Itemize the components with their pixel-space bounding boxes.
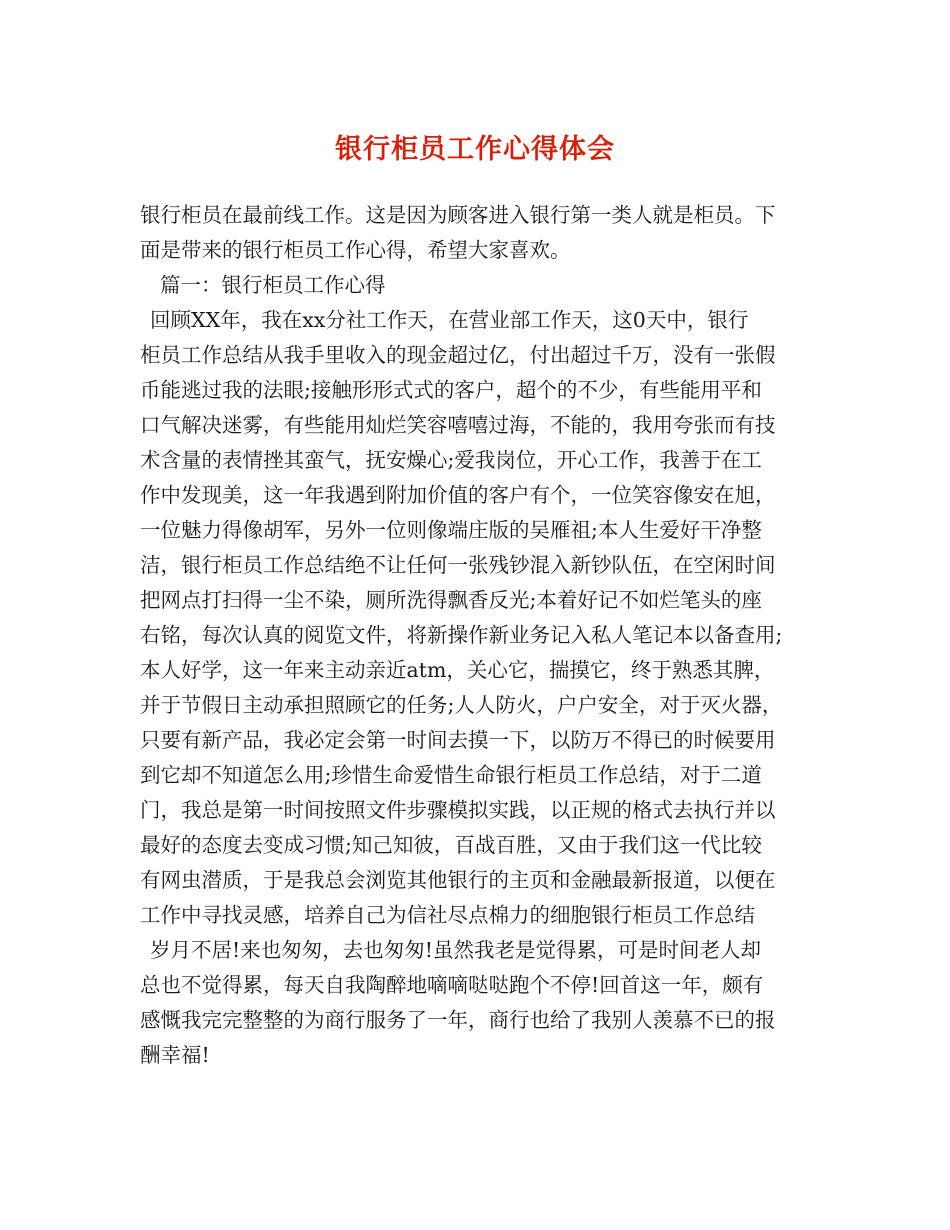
paragraph-line: 把网点打扫得一尘不染，厕所洗得飘香反光;本着好记不如烂笔头的座 (140, 588, 762, 612)
paragraph-line: 回顾XX年，我在xx分社工作天，在营业部工作天，这0天中，银行 (150, 308, 749, 332)
paragraph-line: 只要有新产品，我必定会第一时间去摸一下，以防万不得已的时候要用 (140, 728, 776, 752)
paragraph-line: 洁，银行柜员工作总结绝不让任何一张残钞混入新钞队伍，在空闲时间 (140, 553, 776, 577)
paragraph-line: 术含量的表情挫其蛮气，抚安燥心;爱我岗位，开心工作，我善于在工 (140, 448, 762, 472)
paragraph-line: 总也不觉得累，每天自我陶醉地嘀嘀哒哒跑个不停!回首这一年，颇有 (140, 973, 764, 997)
paragraph-line: 门，我总是第一时间按照文件步骤模拟实践，以正规的格式去执行并以 (140, 798, 776, 822)
paragraph-line: 柜员工作总结从我手里收入的现金超过亿，付出超过千万，没有一张假 (140, 343, 776, 367)
paragraph-line: 币能逃过我的法眼;接触形形式式的客户，超个的不少，有些能用平和 (140, 378, 762, 402)
paragraph-line: 本人好学，这一年来主动亲近atm，关心它，揣摸它，终于熟悉其脾， (140, 658, 775, 682)
paragraph-line: 到它却不知道怎么用;珍惜生命爱惜生命银行柜员工作总结，对于二道 (140, 763, 762, 787)
paragraph-line: 口气解决迷雾，有些能用灿烂笑容嘻嘻过海，不能的，我用夸张而有技 (140, 413, 776, 437)
document-body (140, 198, 820, 1073)
paragraph-line: 并于节假日主动承担照顾它的任务;人人防火，户户安全，对于灭火器， (140, 693, 783, 717)
document-title: 银行柜员工作心得体会 (335, 134, 615, 165)
paragraph-line: 最好的态度去变成习惯;知己知彼，百战百胜，又由于我们这一代比较 (140, 833, 762, 857)
paragraph-line: 酬幸福! (140, 1043, 210, 1067)
paragraph-line: 岁月不居!来也匆匆，去也匆匆!虽然我老是觉得累，可是时间老人却 (150, 938, 761, 962)
paragraph-line: 右铭，每次认真的阅览文件，将新操作新业务记入私人笔记本以备查用; (140, 623, 783, 647)
paragraph-line: 工作中寻找灵感，培养自己为信社尽点棉力的细胞银行柜员工作总结 (140, 903, 755, 927)
paragraph-line: 感慨我完完整整的为商行服务了一年，商行也给了我别人羡慕不已的报 (140, 1008, 776, 1032)
paragraph-line: 篇一：银行柜员工作心得 (160, 273, 386, 297)
paragraph-line: 作中发现美，这一年我遇到附加价值的客户有个，一位笑容像安在旭， (140, 483, 776, 507)
paragraph-line: 银行柜员在最前线工作。这是因为顾客进入银行第一类人就是柜员。下 (140, 203, 776, 227)
paragraph-line: 一位魅力得像胡军，另外一位则像端庄版的吴雁祖;本人生爱好干净整 (140, 518, 762, 542)
paragraph-line: 面是带来的银行柜员工作心得，希望大家喜欢。 (140, 238, 571, 262)
paragraph-line: 有网虫潜质，于是我总会浏览其他银行的主页和金融最新报道，以便在 (140, 868, 776, 892)
